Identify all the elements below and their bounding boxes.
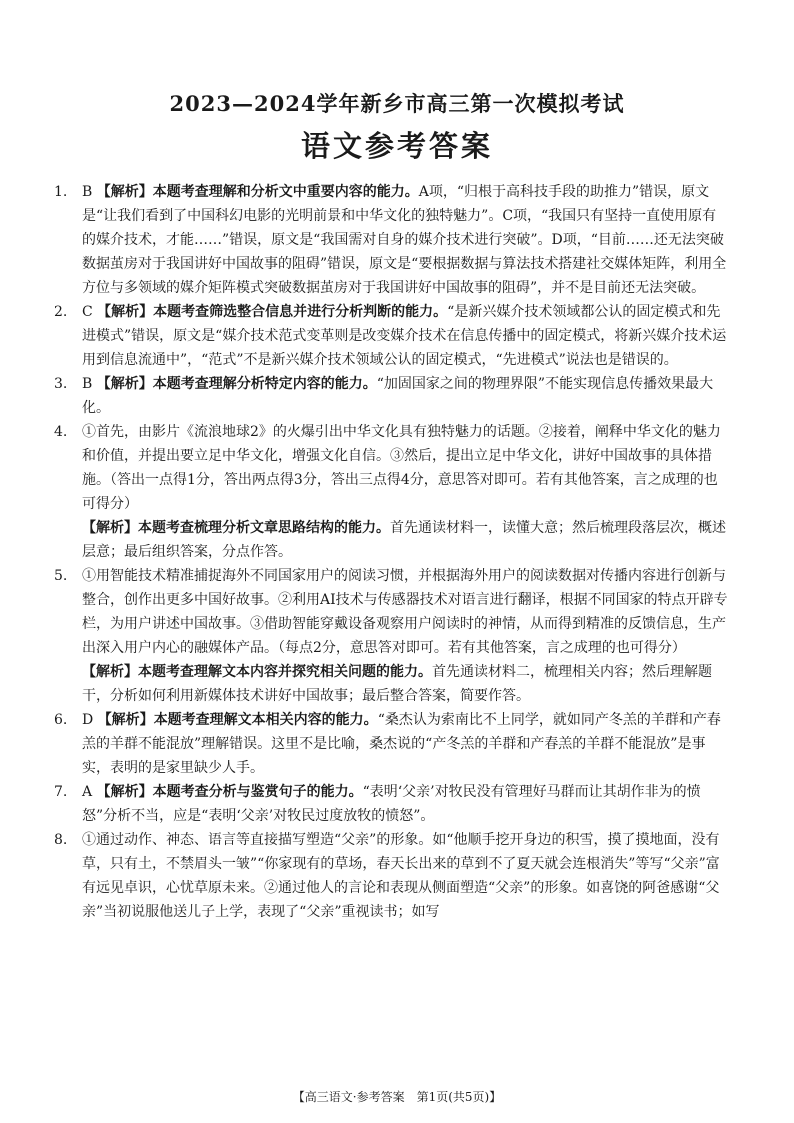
analysis-focus: 本题考查分析与鉴赏句子的能力。 <box>152 784 363 800</box>
exam-title: 2023—2024学年新乡市高三第一次模拟考试 <box>169 91 625 116</box>
analysis-text: “是新兴媒介技术领域都公认的固定模式和先进模式”错误，原文是“媒介技术范式变革则是改变媒介技术在信息传播中的固定模式，将新兴媒介技术运用到信息流通中”，“范式”不是新兴媒介技术领域公认的固定模式，“先进模式”说法也是错误的。 <box>82 304 727 368</box>
analysis-label: 【解析】 <box>82 664 138 680</box>
analysis-label: 【解析】 <box>96 376 153 392</box>
answer-text: ①首先，由影片《流浪地球2》的火爆引出中华文化具有独特魅力的话题。②接着，阐释中华文化的魅力和价值，并提出要立足中华文化，增强文化自信。③然后，提出立足中华文化，讲好中国故事的具体措施。（答出一点得1分，答出两点得3分，答出三点得4分，意思答对即可。若有其他答案，言之成理的也可得分） <box>82 424 721 512</box>
analysis-focus: 本题考查理解文本内容并探究相关问题的能力。 <box>138 664 432 680</box>
answer-item-5 <box>54 564 728 660</box>
item-number: 2. <box>54 304 68 320</box>
answer-choice: B <box>82 376 93 392</box>
item-number: 6. <box>54 712 68 728</box>
answer-choice: A <box>82 784 93 800</box>
analysis-text: “桑杰认为索南比不上同学，就如同产冬羔的羊群和产春羔的羊群不能混放”理解错误。这里不是比喻，桑杰说的“产冬羔的羊群和产春羔的羊群不能混放”是事实，表明的是家里缺少人手。 <box>82 712 721 776</box>
item-number: 4. <box>54 424 68 440</box>
analysis-label: 【解析】 <box>97 304 154 320</box>
answer-item-4 <box>54 420 728 516</box>
analysis-text: 首先通读材料一，读懂大意；然后梳理段落层次，概述层意；最后组织答案，分点作答。 <box>82 520 726 560</box>
answer-item-3 <box>54 372 728 420</box>
answer-item-1 <box>54 180 728 300</box>
answer-key-title: 语文参考答案 <box>300 129 493 163</box>
answer-text: ①通过动作、神态、语言等直接描写塑造“父亲”的形象。如“他顺手挖开身边的积雪，摸了摸地面，没有草，只有土，不禁眉头一皱”“你家现有的草场，春天长出来的草到不了夏天就会连根消失”等写“父亲”富有远见卓识，心忧草原未来。②通过他人的言论和表现从侧面塑造“父亲”的形象。如喜饶的阿爸感谢“父亲”当初说服他送儿子上学，表现了“父亲”重视读书；如写 <box>82 832 720 920</box>
answer-item-8 <box>54 828 728 924</box>
analysis-text: “加固国家之间的物理界限”不能实现信息传播效果最大化。 <box>82 376 714 416</box>
answer-item-6 <box>54 708 728 780</box>
item-number: 7. <box>54 784 68 800</box>
analysis-focus: 本题考查筛选整合信息并进行分析判断的能力。 <box>153 304 448 320</box>
page-footer: 【高三语文·参考答案 第1页(共5页)】 <box>292 1090 502 1104</box>
answer-choice: D <box>82 712 94 728</box>
analysis-label: 【解析】 <box>82 520 138 536</box>
item-number: 3. <box>54 376 68 392</box>
analysis-label: 【解析】 <box>97 712 154 728</box>
answer-choice: C <box>82 304 93 320</box>
analysis-5 <box>66 660 728 708</box>
analysis-focus: 本题考查理解和分析文中重要内容的能力。 <box>152 184 419 200</box>
analysis-focus: 本题考查理解文本相关内容的能力。 <box>153 712 378 728</box>
analysis-focus: 本题考查理解分析特定内容的能力。 <box>152 376 377 392</box>
item-number: 8. <box>54 832 68 848</box>
analysis-text: 首先通读材料二，梳理相关内容；然后理解题干，分析如何利用新媒体技术讲好中国故事；最后整合答案，简要作答。 <box>82 664 712 704</box>
answer-item-2 <box>54 300 728 372</box>
analysis-text: “表明‘父亲’对牧民没有管理好马群而让其胡作非为的愤怒”分析不当，应是“表明‘父亲’对牧民过度放牧的愤怒”。 <box>82 784 701 824</box>
analysis-label: 【解析】 <box>96 784 153 800</box>
analysis-focus: 本题考查梳理分析文章思路结构的能力。 <box>138 520 390 536</box>
answer-choice: B <box>82 184 93 200</box>
item-number: 1. <box>54 184 68 200</box>
answer-text: ①用智能技术精准捕捉海外不同国家用户的阅读习惯，并根据海外用户的阅读数据对传播内容进行创新与整合，创作出更多中国好故事。②利用AI技术与传感器技术对语言进行翻译，根据不同国家的特点开辟专栏，为用户讲述中国故事。③借助智能穿戴设备观察用户阅读时的神情，从而得到精准的反馈信息，生产出深入用户内心的融媒体产品。（每点2分，意思答对即可。若有其他答案，言之成理的也可得分） <box>82 568 728 656</box>
analysis-text: A项，“归根于高科技手段的助推力”错误，原文是“让我们看到了中国科幻电影的光明前景和中华文化的独特魅力”。C项，“我国只有坚持一直使用原有的媒介技术，才能……”错误，原文是“我国需对自身的媒介技术进行突破”。D项，“目前……还无法突破数据茧房对于我国讲好中国故事的阻碍”错误，原文是“要根据数据与算法技术搭建社交媒体矩阵，利用全方位与多领域的媒介矩阵模式突破数据茧房对于我国讲好中国故事的阻碍”，并不是目前还无法突破。 <box>82 184 727 296</box>
answer-list <box>54 180 728 924</box>
answer-item-7 <box>54 780 728 828</box>
analysis-4 <box>66 516 728 564</box>
item-number: 5. <box>54 568 68 584</box>
analysis-label: 【解析】 <box>96 184 153 200</box>
